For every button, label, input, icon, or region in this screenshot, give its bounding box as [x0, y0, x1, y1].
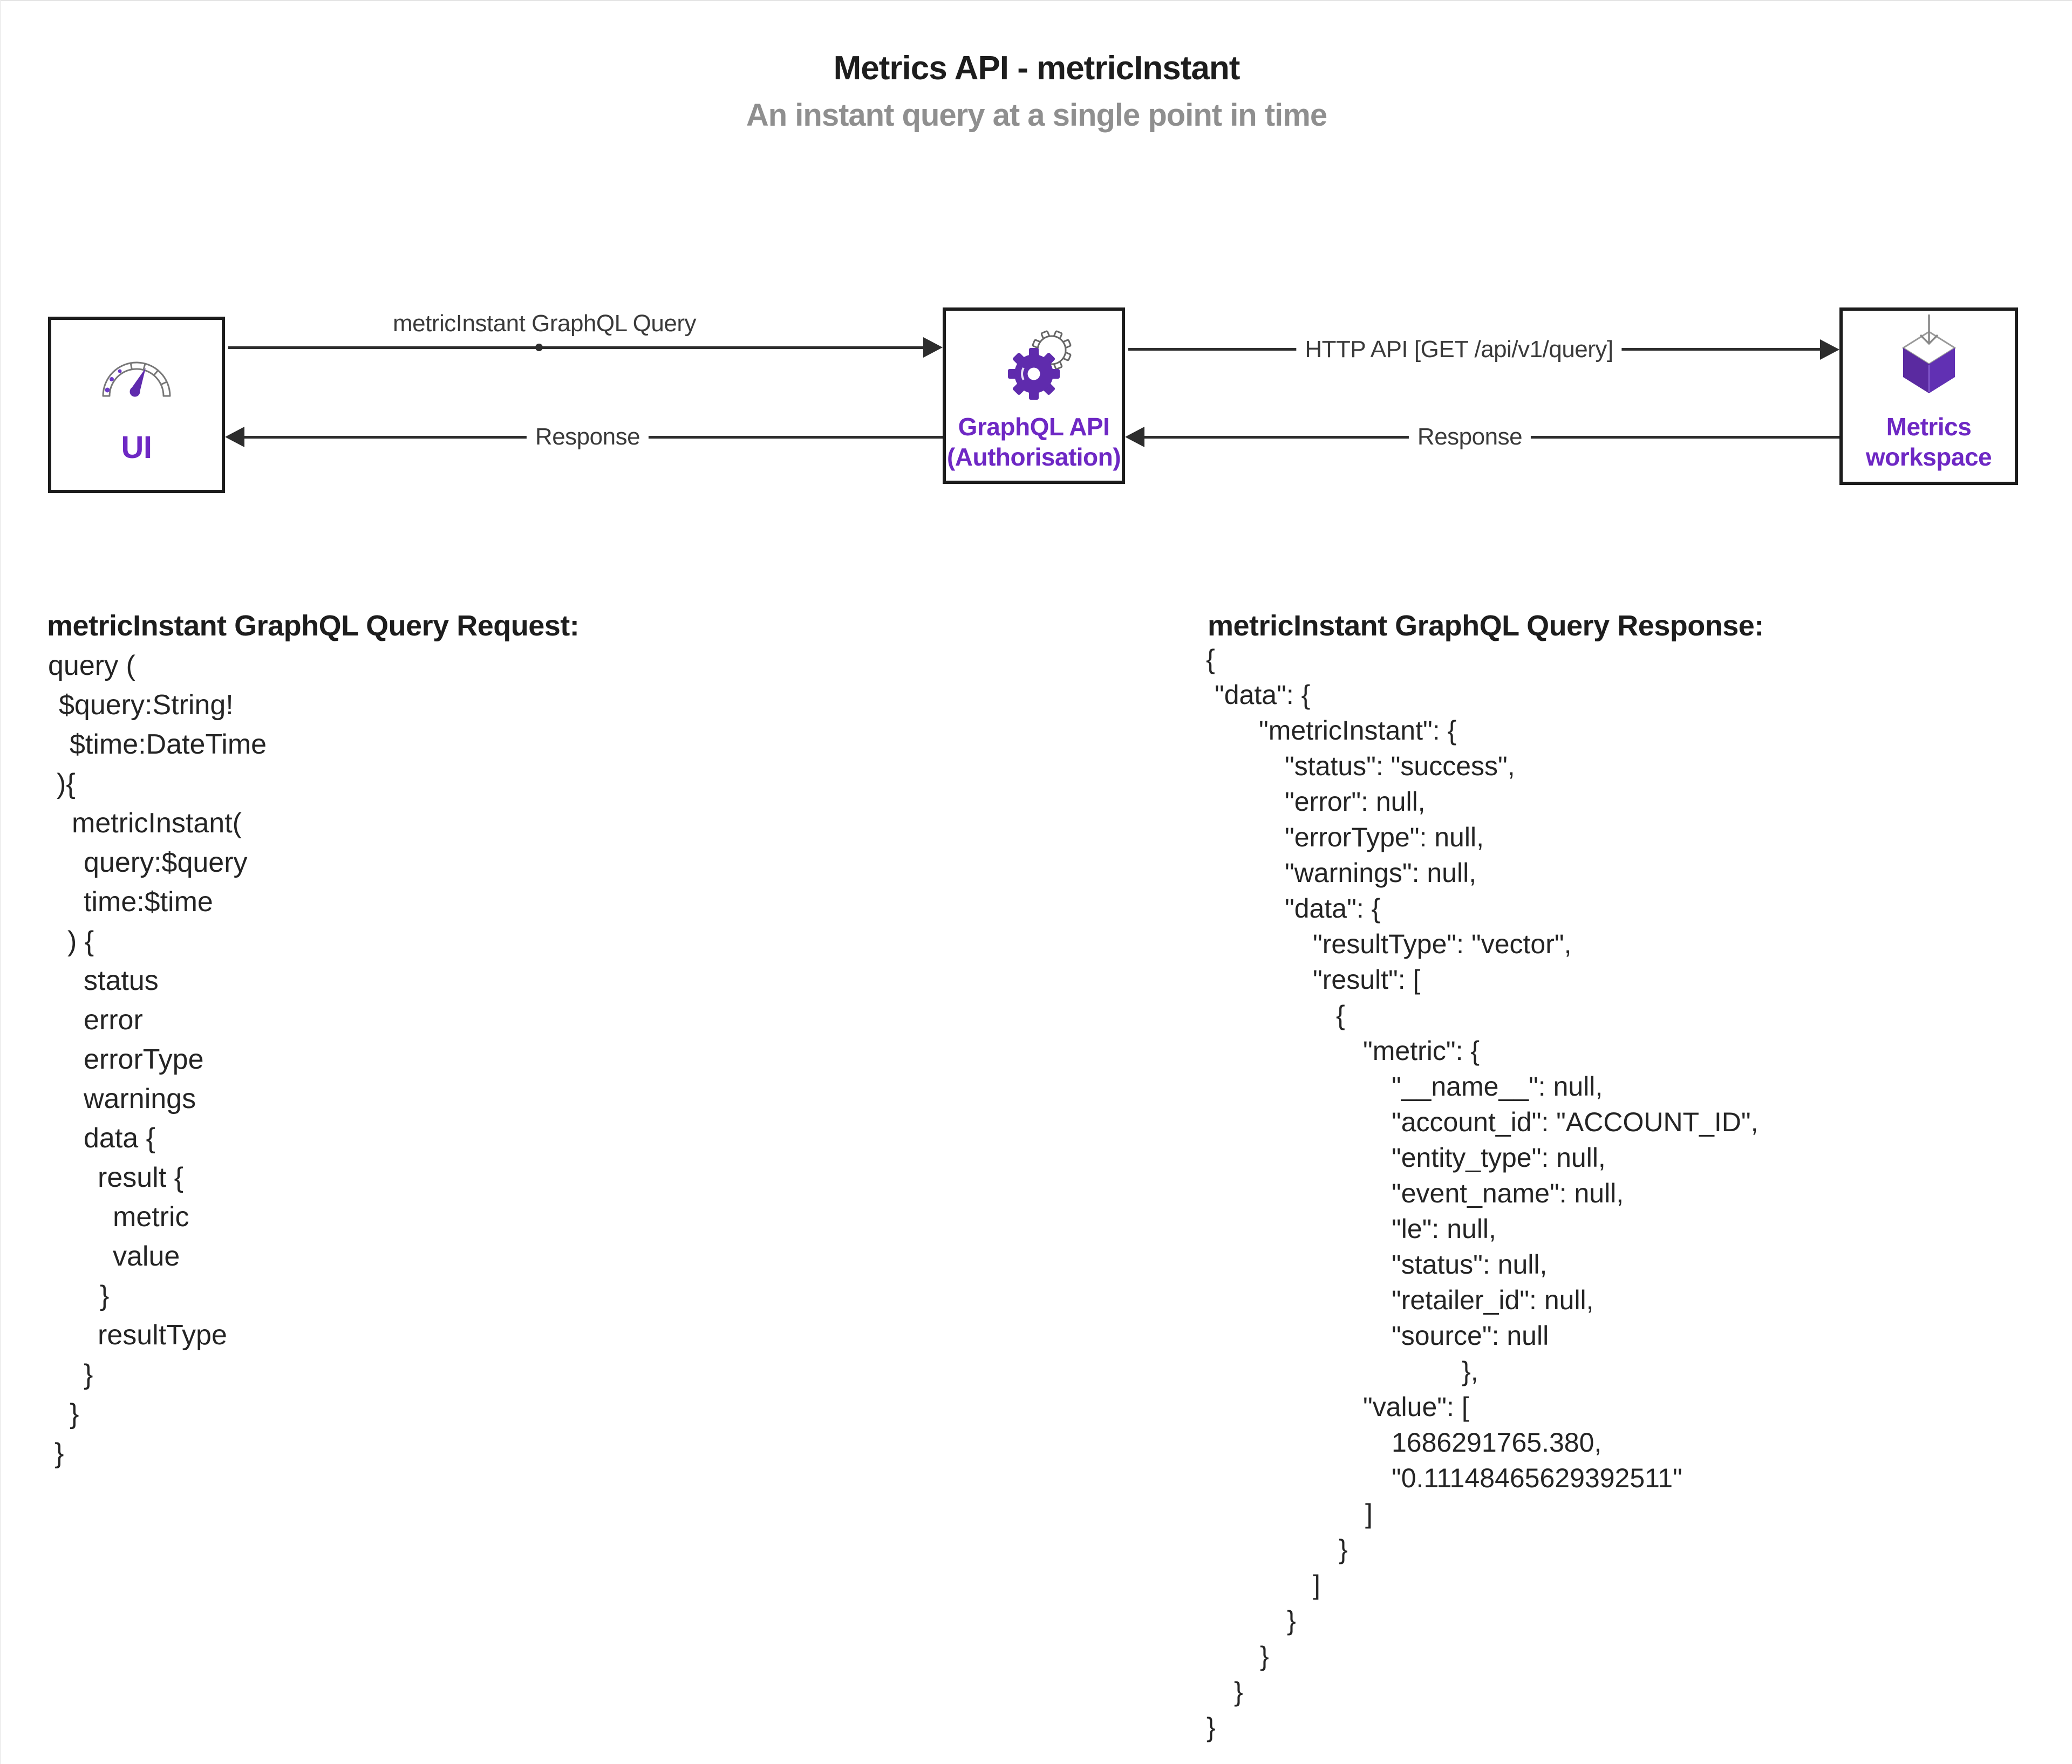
code-line: "retailer_id": null,: [1392, 1285, 1594, 1315]
code-line: {: [1206, 644, 1215, 674]
code-line: }: [1234, 1677, 1243, 1707]
code-line: }: [1339, 1534, 1348, 1564]
code-line: errorType: [84, 1044, 204, 1075]
code-line: resultType: [98, 1319, 227, 1351]
code-line: "resultType": "vector",: [1313, 929, 1572, 959]
code-line: ]: [1365, 1499, 1373, 1529]
code-line: }: [1260, 1641, 1269, 1671]
page-subtitle: An instant query at a single point in time: [746, 98, 1327, 133]
code-line: "metricInstant": {: [1259, 715, 1457, 746]
arrow-response-right-label: Response: [1409, 422, 1531, 452]
node-ui: [48, 317, 225, 493]
code-line: time:$time: [84, 886, 213, 918]
code-line: "warnings": null,: [1285, 858, 1477, 888]
code-line: metric: [113, 1201, 189, 1233]
code-line: "error": null,: [1285, 787, 1426, 817]
code-line: "errorType": null,: [1285, 822, 1484, 852]
code-line: "status": null,: [1392, 1249, 1548, 1280]
arrow-query-line: [228, 346, 925, 349]
gears-icon: [991, 311, 1077, 402]
node-ui-label: UI: [121, 430, 152, 465]
code-line: query (: [48, 650, 135, 681]
code-line: "data": {: [1285, 893, 1381, 924]
node-metrics-label: [1843, 412, 2015, 472]
code-line: "account_id": "ACCOUNT_ID",: [1392, 1107, 1759, 1137]
code-line: metricInstant(: [72, 808, 242, 839]
code-line: }: [54, 1438, 64, 1469]
arrow-query-label: metricInstant GraphQL Query: [393, 310, 696, 337]
code-line: {: [1336, 1000, 1345, 1030]
code-line: "result": [: [1313, 965, 1421, 995]
arrow-response-left-label: Response: [527, 422, 649, 452]
node-metrics-label-line1: Metrics: [1886, 413, 1972, 441]
code-line: status: [84, 965, 159, 996]
code-line: "value": [: [1363, 1392, 1469, 1422]
code-line: error: [84, 1004, 143, 1036]
request-code-block: [48, 646, 267, 1473]
response-code-block: [1206, 641, 1759, 1745]
code-line: "le": null,: [1392, 1214, 1496, 1244]
arrow-http-label: HTTP API [GET /api/v1/query]: [1296, 334, 1621, 365]
code-line: $time:DateTime: [70, 729, 267, 760]
code-line: data {: [84, 1123, 156, 1154]
code-line: value: [113, 1241, 180, 1272]
node-graphql-api: [943, 307, 1125, 484]
node-graphql-label-line1: GraphQL API: [958, 413, 1110, 441]
code-line: ]: [1313, 1570, 1320, 1600]
code-line: }: [1207, 1712, 1216, 1742]
arrow-response-right-head: [1125, 427, 1144, 447]
arrow-http-head: [1820, 339, 1839, 360]
request-block-heading: metricInstant GraphQL Query Request:: [47, 610, 580, 642]
code-line: },: [1462, 1356, 1478, 1386]
arrow-query-head: [923, 337, 943, 358]
code-line: result {: [98, 1162, 183, 1193]
page-title: Metrics API - metricInstant: [833, 50, 1240, 87]
code-line: "status": "success",: [1285, 751, 1515, 781]
code-line: $query:String!: [59, 689, 234, 721]
code-line: query:$query: [84, 847, 248, 878]
code-line: "event_name": null,: [1392, 1178, 1624, 1208]
code-line: }: [84, 1359, 93, 1390]
node-graphql-label-line2: (Authorisation): [946, 443, 1121, 471]
code-line: "__name__": null,: [1392, 1071, 1603, 1102]
node-graphql-label: [946, 412, 1122, 472]
code-line: "metric": {: [1363, 1036, 1480, 1066]
code-line: }: [1287, 1605, 1296, 1636]
code-line: "data": {: [1215, 680, 1311, 710]
code-line: ) {: [67, 926, 94, 957]
node-metrics-workspace: [1839, 307, 2018, 485]
node-metrics-label-line2: workspace: [1865, 443, 1992, 471]
code-line: "source": null: [1392, 1321, 1549, 1351]
arrow-query-midpoint-dot: [535, 344, 543, 351]
code-line: "0.11148465629392511": [1392, 1463, 1682, 1493]
code-line: }: [70, 1398, 79, 1430]
code-line: 1686291765.380,: [1392, 1427, 1602, 1458]
code-line: }: [100, 1280, 110, 1311]
gauge-icon: [96, 350, 177, 399]
code-line: "entity_type": null,: [1392, 1143, 1606, 1173]
code-line: warnings: [84, 1083, 196, 1115]
code-line: ){: [57, 768, 76, 799]
arrow-response-left-head: [225, 427, 244, 447]
cube-download-icon: [1897, 313, 1961, 394]
response-block-heading: metricInstant GraphQL Query Response:: [1208, 610, 1764, 642]
